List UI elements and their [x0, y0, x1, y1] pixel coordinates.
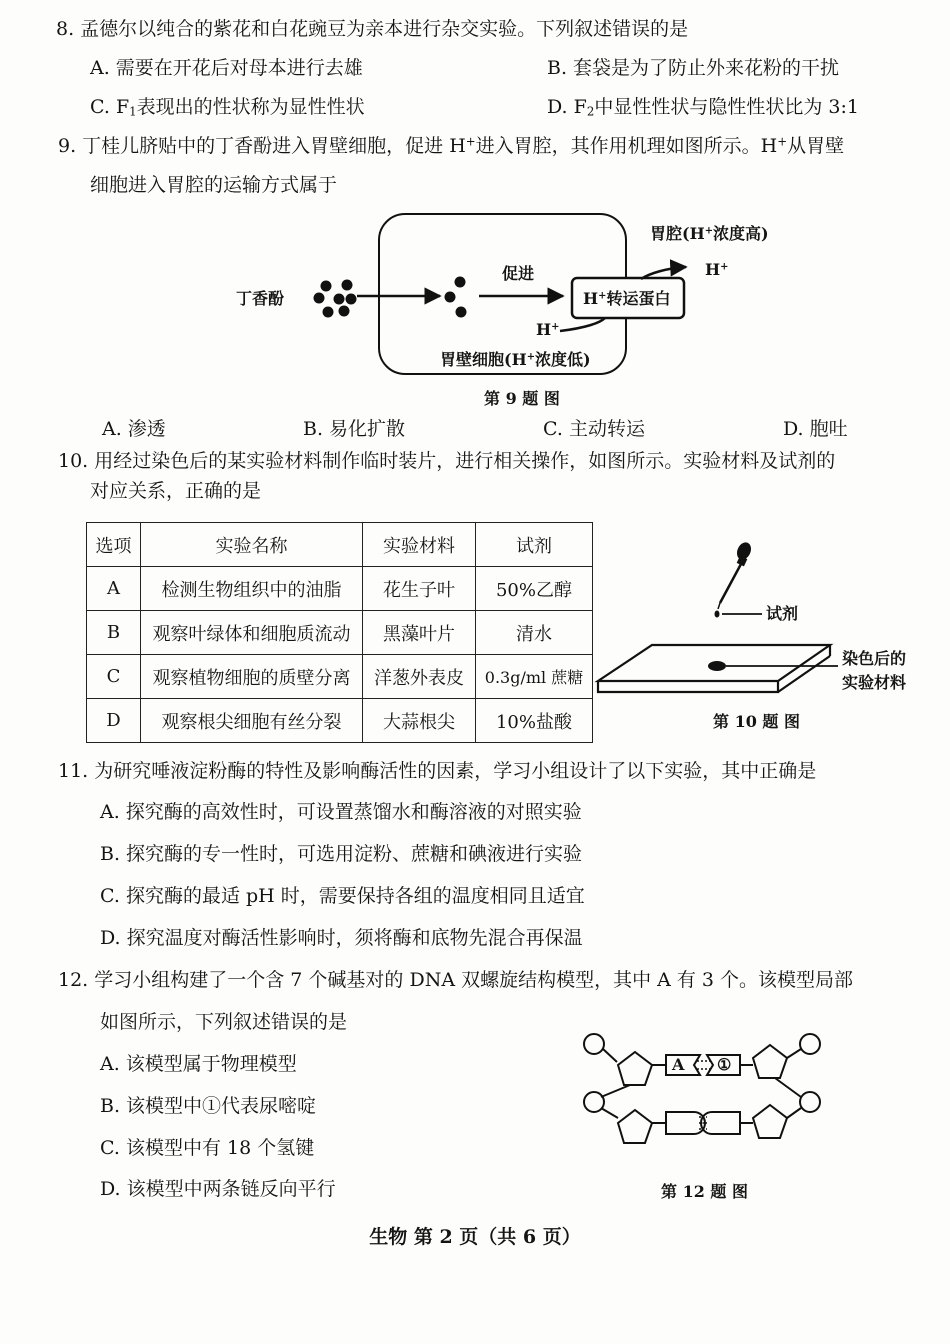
transporter-label: H+转运蛋白 [583, 289, 671, 308]
table-header: 实验材料 [363, 523, 476, 567]
q9-option-a: A. 渗透 [102, 418, 166, 440]
base-1-label: ① [717, 1055, 732, 1074]
sugar-left-bottom [618, 1110, 652, 1143]
page-footer: 生物 第 2 页（共 6 页） [369, 1226, 581, 1248]
q8-stem: 8. 孟德尔以纯合的紫花和白花豌豆为亲本进行杂交实验。下列叙述错误的是 [56, 18, 689, 40]
q11-option-a: A. 探究酶的高效性时，可设置蒸馏水和酶溶液的对照实验 [100, 801, 582, 823]
q9-stem: 9. 丁桂儿脐贴中的丁香酚进入胃壁细胞，促进 H+进入胃腔，其作用机理如图所示。H+从胃壁 [58, 134, 845, 157]
table-cell: 花生子叶 [363, 567, 476, 611]
material-label-1: 染色后的 [842, 649, 907, 668]
table-cell: 大蒜根尖 [363, 699, 476, 743]
q12-option-a: A. 该模型属于物理模型 [100, 1053, 297, 1075]
q10-stem-line2: 对应关系，正确的是 [90, 480, 262, 502]
hydrogen-bonds [697, 1061, 710, 1120]
q11-option-d: D. 探究温度对酶活性影响时，须将酶和底物先混合再保温 [100, 927, 583, 949]
material-label-2: 实验材料 [842, 673, 907, 692]
q11-stem: 11. 为研究唾液淀粉酶的特性及影响酶活性的因素，学习小组设计了以下实验，其中正确是 [58, 760, 817, 782]
table-cell: 清水 [476, 611, 593, 655]
phosphate-right-top [800, 1034, 820, 1054]
q9-option-b: B. 易化扩散 [303, 418, 406, 440]
table-header: 实验名称 [141, 523, 363, 567]
q10-stem: 10. 用经过染色后的某实验材料制作临时装片，进行相关操作，如图所示。实验材料及试剂的 [58, 450, 836, 472]
q12-caption: 第 12 题 图 [661, 1182, 748, 1201]
q8-option-d: D. $F_2$中显性性状与隐性性状比为 3:1 [547, 96, 859, 119]
table-cell: B [87, 611, 141, 655]
table-cell: 50%乙醇 [476, 567, 593, 611]
table-header: 选项 [87, 523, 141, 567]
lumen-label: 胃腔(H+浓度高) [650, 224, 769, 243]
phosphate-left-top [584, 1034, 604, 1054]
q12-stem-line2: 如图所示，下列叙述错误的是 [100, 1011, 348, 1033]
reagent-label: 试剂 [766, 604, 799, 623]
q8-option-b: B. 套袋是为了防止外来花粉的干扰 [547, 57, 840, 79]
promote-label: 促进 [502, 264, 535, 283]
table-cell: A [87, 567, 141, 611]
q12-option-c: C. 该模型中有 18 个氢键 [100, 1137, 315, 1159]
sugar-right-top [753, 1045, 787, 1078]
base-a-label: A [672, 1055, 685, 1074]
cell-label: 胃壁细胞(H+浓度低) [440, 350, 591, 369]
h-out-label: H+ [705, 260, 729, 279]
sugar-left-top [618, 1052, 652, 1085]
q9-option-c: C. 主动转运 [543, 418, 645, 440]
table-cell: D [87, 699, 141, 743]
q8-option-c: C. $F_1$表现出的性状称为显性性状 [90, 96, 365, 119]
q11-option-b: B. 探究酶的专一性时，可选用淀粉、蔗糖和碘液进行实验 [100, 843, 583, 865]
phosphate-right-bottom [800, 1092, 820, 1112]
q9-caption: 第 9 题 图 [484, 389, 560, 408]
table-cell: 观察植物细胞的质壁分离 [141, 655, 363, 699]
q9-stem-line2: 细胞进入胃腔的运输方式属于 [90, 174, 338, 196]
table-cell: 洋葱外表皮 [363, 655, 476, 699]
q12-option-d: D. 该模型中两条链反向平行 [100, 1178, 336, 1200]
table-cell: 观察根尖细胞有丝分裂 [141, 699, 363, 743]
eugenol-label: 丁香酚 [236, 289, 285, 308]
table-cell: 0.3g/ml 蔗糖 [476, 655, 593, 699]
q12-option-b: B. 该模型中①代表尿嘧啶 [100, 1095, 317, 1117]
sugar-right-bottom [753, 1105, 787, 1138]
table-cell: 检测生物组织中的油脂 [141, 567, 363, 611]
table-cell: 10%盐酸 [476, 699, 593, 743]
q11-option-c: C. 探究酶的最适 pH 时，需要保持各组的温度相同且适宜 [100, 885, 585, 907]
table-cell: 黑藻叶片 [363, 611, 476, 655]
q8-option-a: A. 需要在开花后对母本进行去雄 [90, 57, 363, 79]
q10-caption: 第 10 题 图 [713, 712, 800, 731]
table-cell: 观察叶绿体和细胞质流动 [141, 611, 363, 655]
q9-option-d: D. 胞吐 [783, 418, 848, 440]
table-header: 试剂 [476, 523, 593, 567]
q12-stem: 12. 学习小组构建了一个含 7 个碱基对的 DNA 双螺旋结构模型，其中 A 有 3 个。该模型局部 [58, 969, 854, 991]
h-inside-label: H+ [536, 320, 560, 339]
table-cell: C [87, 655, 141, 699]
